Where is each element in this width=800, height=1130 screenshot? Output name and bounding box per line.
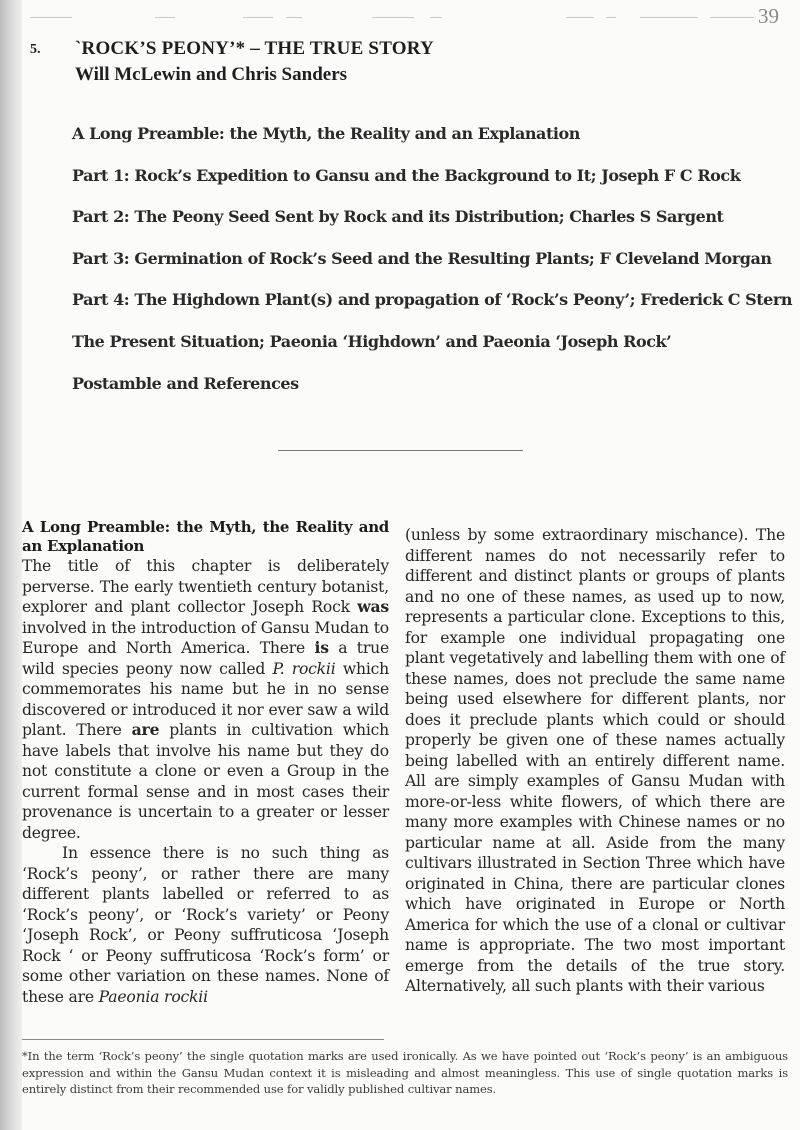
- header-rule-segment: [606, 17, 616, 18]
- header-rule-segment: [710, 17, 754, 18]
- header-rule-segment: [286, 17, 302, 18]
- emphasis: was: [357, 597, 389, 616]
- chapter-number: 5.: [30, 42, 41, 57]
- header-rule-segment: [243, 17, 273, 18]
- body-paragraph-continued: (unless by some extraordinary mischance). The different names do not necessarily refer to different and distinct plants or groups of plants and no one of these names, as used up to now, represents a particular clone. Exceptions to this, for example one individual propagating one plant vegetatively and labelling them with one of these names, does not preclude the same name being used elsewhere for different plants, nor does it preclude plants which could or should properly be given one of these names actually being labelled with an entirely different name. All are simply examples of Gansu Mudan with more-or-less white flowers, of which there are many more examples with Chinese names or no particular name at all. Aside from the many cultivars illustrated in Section Three which have originated in China, there are particular clones which have originated in Europe or North America for which the use of a clonal or cultivar name is appropriate. The two most important emerge from the details of the true story. Alternatively, all such plants with their various: [405, 526, 785, 995]
- contents-item: Part 1: Rock’s Expedition to Gansu and the Background to It; Joseph F C Rock: [72, 165, 741, 185]
- contents-item: Part 2: The Peony Seed Sent by Rock and its Distribution; Charles S Sargent: [72, 207, 724, 227]
- header-rule-segment: [430, 17, 442, 18]
- contents-item: Part 3: Germination of Rock’s Seed and the Resulting Plants; F Cleveland Morgan: [72, 248, 772, 268]
- chapter-contents-list: [72, 124, 793, 415]
- chapter-title: `ROCK’S PEONY’* – THE TRUE STORY: [75, 38, 434, 59]
- text-run: plants in cultivation which have labels that involve his name but they do not constitute a clone or even a Group in the current formal sense and in most cases their provenance is uncertain to a greater or lesser degree.: [22, 721, 389, 842]
- chapter-authors: Will McLewin and Chris Sanders: [75, 64, 348, 85]
- emphasis: are: [131, 720, 160, 739]
- text-run: The title of this chapter is deliberately perverse. The early twentieth century botanist, explorer and plant collector Joseph Rock: [22, 557, 389, 616]
- contents-item: A Long Preamble: the Myth, the Reality and an Explanation: [72, 124, 580, 143]
- section-divider: [278, 450, 523, 451]
- text-run: involved in the introduction of Gansu Mudan to Europe and North America. There: [22, 618, 389, 657]
- header-rule-segment: [372, 17, 414, 18]
- body-column-left: [22, 518, 389, 1007]
- header-rule-segment: [155, 17, 175, 18]
- species-name: P. rockii: [272, 659, 336, 678]
- body-paragraph: [22, 843, 389, 1007]
- header-rule-segment: [640, 17, 698, 18]
- page-number: 39: [758, 4, 779, 28]
- species-name: Paeonia rockii: [98, 987, 208, 1006]
- body-paragraph: [22, 556, 389, 843]
- scan-edge-shadow: [0, 0, 22, 1130]
- footnote-rule: [22, 1039, 384, 1040]
- body-column-right: [405, 525, 785, 997]
- footnote: *In the term ‘Rock’s peony’ the single quotation marks are used ironically. As we have pointed out ‘Rock’s peony’ is an ambiguous expression and within the Gansu Mudan context it is misleading and almost meaningless. This use of single quotation marks is entirely distinct from their recommended use for validly published cultivar names.: [22, 1049, 788, 1096]
- header-rule-segment: [30, 17, 72, 18]
- contents-item: The Present Situation; Paeonia ‘Highdown’ and Paeonia ‘Joseph Rock’: [72, 331, 672, 351]
- contents-item: Part 4: The Highdown Plant(s) and propagation of ‘Rock’s Peony’; Frederick C Stern: [72, 290, 793, 310]
- text-run: which commemorates his name but he in no sense discovered or introduced it nor ever saw a wild plant. There: [22, 659, 389, 739]
- emphasis: is: [314, 638, 329, 657]
- text-run: In essence there is no such thing as ‘Rock’s peony’, or rather there are many different plants labelled or referred to as ‘Rock’s peony’, or ‘Rock’s variety’ or Peony ‘Joseph Rock’, or Peony suffruticosa ‘Joseph Rock ‘ or Peony suffruticosa ‘Rock’s form’ or some other variation on these names. None of these are: [22, 844, 389, 1006]
- contents-item: Postamble and References: [72, 373, 299, 393]
- header-rule-segment: [566, 17, 594, 18]
- section-heading: A Long Preamble: the Myth, the Reality and an Explanation: [22, 518, 389, 555]
- text-run: a true wild species peony now called: [22, 639, 389, 678]
